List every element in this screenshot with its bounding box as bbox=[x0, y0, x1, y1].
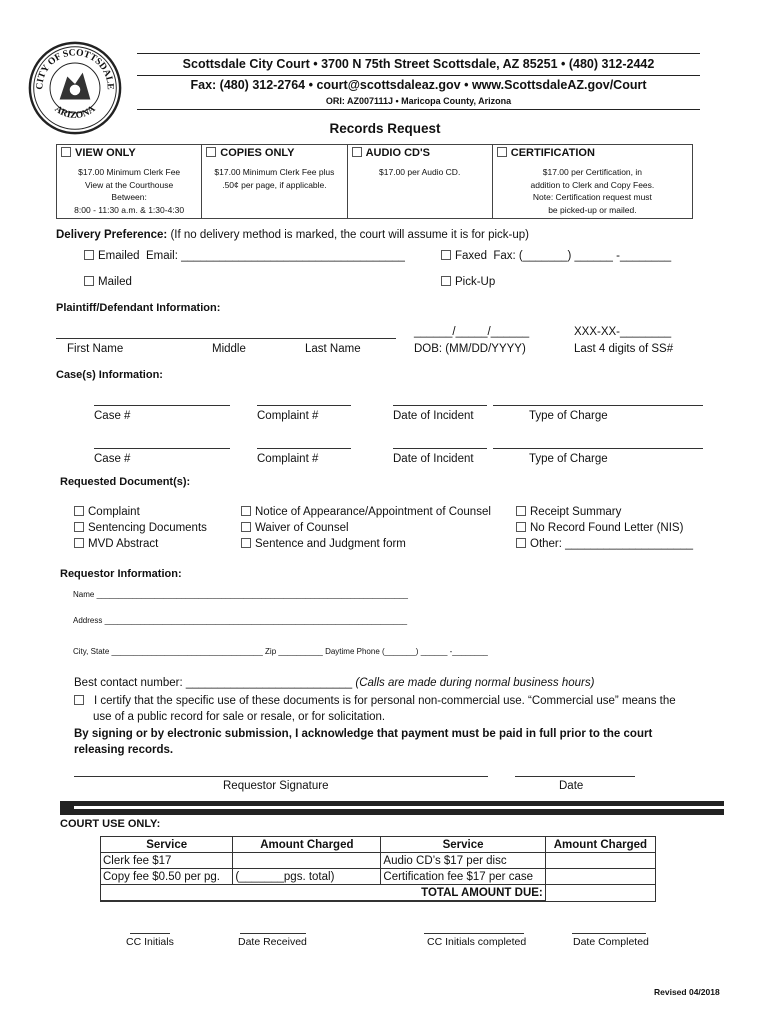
checkbox-icon[interactable] bbox=[241, 538, 251, 548]
checkbox-icon[interactable] bbox=[241, 522, 251, 532]
col-service: Service bbox=[101, 837, 233, 853]
header-rule-top bbox=[137, 53, 700, 54]
dob-label: DOB: (MM/DD/YYYY) bbox=[414, 343, 526, 355]
complaint-number-field[interactable] bbox=[257, 448, 351, 449]
email-field[interactable]: Email: ___________________________________ bbox=[145, 250, 405, 262]
cc-initials-completed-label: CC Initials completed bbox=[427, 936, 527, 948]
doc-other[interactable]: Other: ____________________ bbox=[516, 536, 693, 552]
incident-date-label: Date of Incident bbox=[393, 410, 474, 422]
case-label: Case # bbox=[94, 410, 131, 422]
checkbox-icon[interactable] bbox=[74, 538, 84, 548]
charge-type-label: Type of Charge bbox=[529, 410, 608, 422]
seal-text-top: CITY OF SCOTTSDALE bbox=[34, 47, 116, 90]
date-completed-field[interactable] bbox=[572, 933, 646, 934]
doc-mvd-abstract[interactable]: MVD Abstract bbox=[74, 536, 207, 552]
checkbox-icon[interactable] bbox=[84, 276, 94, 286]
amount-cell[interactable] bbox=[233, 853, 381, 869]
date-completed-label: Date Completed bbox=[573, 936, 649, 948]
documents-column-2 bbox=[241, 504, 491, 552]
checkbox-icon[interactable] bbox=[516, 538, 526, 548]
cc-initials-label: CC Initials bbox=[126, 936, 174, 948]
delivery-faxed-option[interactable]: Faxed Fax: (_______) ______ -________ bbox=[441, 250, 671, 262]
table-row: Copy fee $0.50 per pg. (_______pgs. total) Certification fee $17 per case bbox=[101, 869, 656, 885]
header-rule-bottom bbox=[137, 109, 700, 110]
checkbox-icon[interactable] bbox=[441, 276, 451, 286]
doc-complaint[interactable]: Complaint bbox=[74, 504, 207, 520]
table-row bbox=[101, 885, 656, 902]
option-audio-cds[interactable]: AUDIO CD'S $17.00 per Audio CD. bbox=[347, 145, 492, 219]
requestor-heading: Requestor Information: bbox=[60, 568, 182, 580]
first-name-label: First Name bbox=[67, 343, 124, 355]
doc-sentencing[interactable]: Sentencing Documents bbox=[74, 520, 207, 536]
total-label: TOTAL AMOUNT DUE: bbox=[101, 885, 546, 902]
case-number-field[interactable] bbox=[94, 405, 230, 406]
delivery-emailed-option[interactable]: Emailed Email: ___________________________________ bbox=[84, 250, 405, 262]
option-certification[interactable]: CERTIFICATION $17.00 per Certification, in addition to Clerk and Copy Fees. Note: Certification request must be picked-up or mailed. bbox=[492, 145, 692, 219]
requestor-city-zip-phone-field[interactable]: City, State __________________________________ Zip __________ Daytime Phone (_______) ______ -________ bbox=[73, 647, 488, 656]
signature-field[interactable] bbox=[74, 776, 488, 777]
dob-field[interactable]: ______/_____/______ bbox=[414, 326, 530, 338]
court-address-line: Scottsdale City Court • 3700 N 75th Street Scottsdale, AZ 85251 • (480) 312-2442 bbox=[182, 57, 655, 71]
seal-text-bottom: ARIZONA bbox=[52, 103, 98, 122]
revision-date: Revised 04/2018 bbox=[654, 987, 720, 997]
checkbox-icon[interactable] bbox=[441, 250, 451, 260]
total-amount-cell[interactable] bbox=[545, 885, 655, 902]
best-contact-field[interactable]: Best contact number: __________________________ (Calls are made during normal business hours) bbox=[74, 677, 595, 689]
section-divider bbox=[60, 801, 724, 815]
checkbox-icon[interactable] bbox=[497, 147, 507, 157]
charge-type-label: Type of Charge bbox=[529, 453, 608, 465]
incident-date-field[interactable] bbox=[393, 405, 487, 406]
court-ori-line: ORI: AZ007111J • Maricopa County, Arizona bbox=[325, 96, 512, 106]
table-row: Clerk fee $17 Audio CD’s $17 per disc bbox=[101, 853, 656, 869]
page-title: Records Request bbox=[329, 121, 441, 136]
date-received-label: Date Received bbox=[238, 936, 307, 948]
col-service: Service bbox=[381, 837, 545, 853]
case-number-field[interactable] bbox=[94, 448, 230, 449]
ssn-field[interactable]: XXX-XX-________ bbox=[574, 326, 672, 338]
incident-date-field[interactable] bbox=[393, 448, 487, 449]
checkbox-icon[interactable] bbox=[352, 147, 362, 157]
doc-sentence-judgment[interactable]: Sentence and Judgment form bbox=[241, 536, 491, 552]
doc-receipt-summary[interactable]: Receipt Summary bbox=[516, 504, 693, 520]
requestor-name-field[interactable]: Name ______________________________________________________________________ bbox=[73, 590, 409, 599]
doc-no-record-found[interactable]: No Record Found Letter (NIS) bbox=[516, 520, 693, 536]
col-amount: Amount Charged bbox=[545, 837, 655, 853]
charge-type-field[interactable] bbox=[493, 448, 703, 449]
doc-notice-of-appearance[interactable]: Notice of Appearance/Appointment of Counsel bbox=[241, 504, 491, 520]
delivery-mailed-option[interactable]: Mailed bbox=[84, 276, 132, 288]
checkbox-icon[interactable] bbox=[516, 522, 526, 532]
certify-statement: I certify that the specific use of these documents is for personal non-commercial use. “Commercial use” means the use of a public record for sale or resale, or for solicitation. bbox=[74, 693, 714, 725]
incident-date-label: Date of Incident bbox=[393, 453, 474, 465]
checkbox-icon[interactable] bbox=[74, 506, 84, 516]
delivery-pickup-option[interactable]: Pick-Up bbox=[441, 276, 495, 288]
signature-label: Requestor Signature bbox=[223, 780, 329, 792]
checkbox-icon[interactable] bbox=[74, 522, 84, 532]
middle-name-label: Middle bbox=[212, 343, 246, 355]
last-name-label: Last Name bbox=[305, 343, 361, 355]
header-rule-mid bbox=[137, 75, 700, 76]
col-amount: Amount Charged bbox=[233, 837, 381, 853]
documents-column-1 bbox=[74, 504, 207, 552]
requestor-address-field[interactable]: Address ____________________________________________________________________ bbox=[73, 616, 408, 625]
payment-acknowledgement: By signing or by electronic submission, I acknowledge that payment must be paid in full prior to the court releasing records. bbox=[74, 728, 653, 756]
documents-column-3 bbox=[516, 504, 693, 552]
fax-field[interactable]: Fax: (_______) ______ -________ bbox=[493, 250, 672, 262]
amount-cell[interactable]: (_______pgs. total) bbox=[233, 869, 381, 885]
checkbox-icon[interactable] bbox=[206, 147, 216, 157]
signature-date-field[interactable] bbox=[515, 776, 635, 777]
doc-waiver[interactable]: Waiver of Counsel bbox=[241, 520, 491, 536]
request-type-table bbox=[56, 144, 693, 219]
court-use-heading: COURT USE ONLY: bbox=[60, 818, 161, 830]
complaint-label: Complaint # bbox=[257, 410, 319, 422]
name-field[interactable] bbox=[56, 338, 396, 339]
court-fee-table bbox=[100, 836, 656, 902]
checkbox-icon[interactable] bbox=[61, 147, 71, 157]
court-contact-line: Fax: (480) 312-2764 • court@scottsdaleaz.gov • www.ScottsdaleAZ.gov/Court bbox=[190, 78, 647, 92]
delivery-preference: Delivery Preference: (If no delivery method is marked, the court will assume it is for pick-up) bbox=[56, 229, 529, 241]
amount-cell[interactable] bbox=[545, 853, 655, 869]
checkbox-icon[interactable] bbox=[74, 695, 84, 705]
checkbox-icon[interactable] bbox=[241, 506, 251, 516]
cases-heading: Case(s) Information: bbox=[56, 369, 163, 381]
complaint-label: Complaint # bbox=[257, 453, 319, 465]
checkbox-icon[interactable] bbox=[516, 506, 526, 516]
cc-initials-completed-field[interactable] bbox=[424, 933, 524, 934]
charge-type-field[interactable] bbox=[493, 405, 703, 406]
party-heading: Plaintiff/Defendant Information: bbox=[56, 302, 221, 314]
option-copies-only[interactable]: COPIES ONLY $17.00 Minimum Clerk Fee plus .50¢ per page, if applicable. bbox=[202, 145, 347, 219]
option-view-only[interactable]: VIEW ONLY $17.00 Minimum Clerk Fee View at the Courthouse Between: 8:00 - 11:30 a.m. & 1:30-4:30 bbox=[57, 145, 202, 219]
complaint-number-field[interactable] bbox=[257, 405, 351, 406]
cc-initials-field[interactable] bbox=[130, 933, 170, 934]
date-received-field[interactable] bbox=[240, 933, 306, 934]
documents-heading: Requested Document(s): bbox=[60, 476, 191, 488]
amount-cell[interactable] bbox=[545, 869, 655, 885]
signature-date-label: Date bbox=[559, 780, 584, 792]
ssn-label: Last 4 digits of SS# bbox=[574, 343, 674, 355]
checkbox-icon[interactable] bbox=[84, 250, 94, 260]
case-label: Case # bbox=[94, 453, 131, 465]
